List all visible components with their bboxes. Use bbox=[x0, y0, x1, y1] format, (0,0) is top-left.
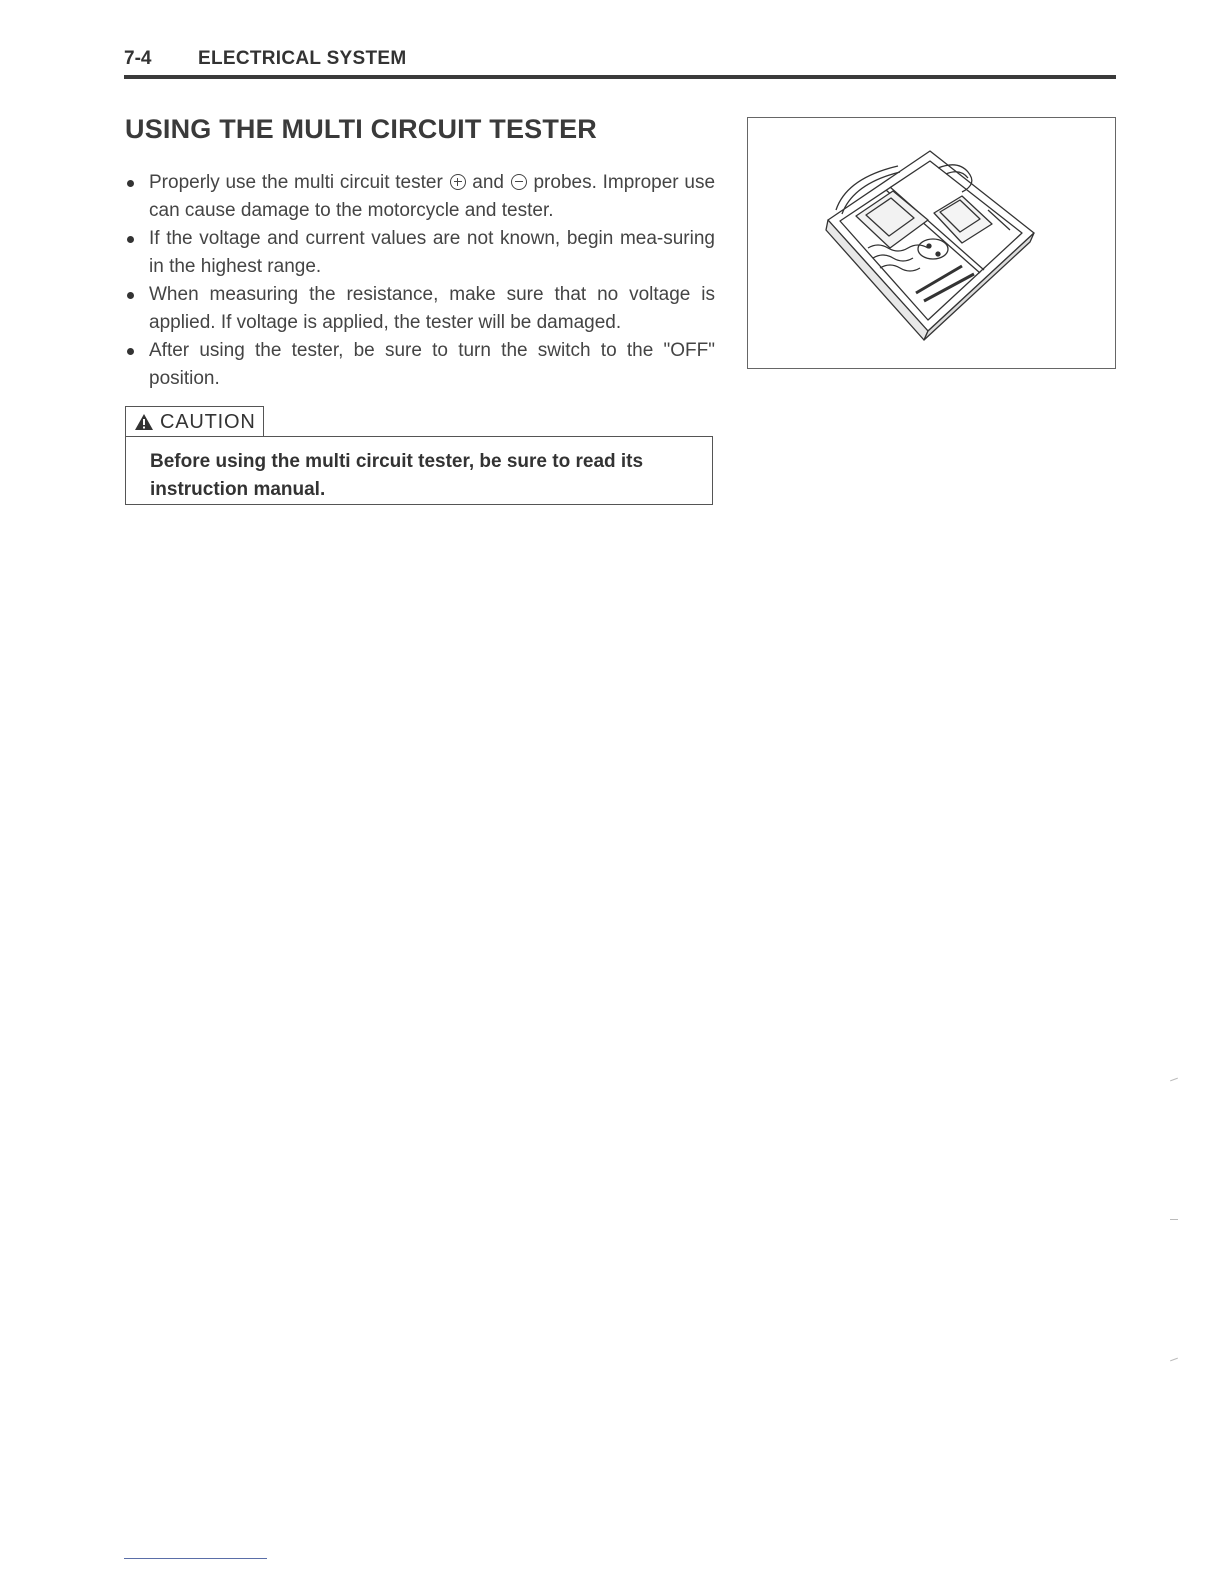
page-header bbox=[124, 48, 1116, 74]
instruction-list bbox=[125, 169, 715, 393]
footer-rule bbox=[124, 1558, 267, 1559]
minus-circle-icon bbox=[511, 174, 527, 190]
section-title: ELECTRICAL SYSTEM bbox=[198, 48, 407, 69]
bullet-icon bbox=[127, 180, 134, 187]
header-rule bbox=[124, 75, 1116, 79]
page-title: USING THE MULTI CIRCUIT TESTER bbox=[125, 114, 597, 144]
caution-box bbox=[125, 436, 713, 505]
scan-mark bbox=[1170, 1358, 1178, 1362]
caution-label: CAUTION bbox=[125, 406, 264, 437]
bullet-icon bbox=[127, 292, 134, 299]
page-number: 7-4 bbox=[124, 48, 152, 69]
list-item: When measuring the resistance, make sure that no voltage is applied. If voltage is applied, the tester will be damaged. bbox=[125, 281, 715, 337]
list-item: If the voltage and current values are not known, begin mea-suring in the highest range. bbox=[125, 225, 715, 281]
warning-triangle-icon bbox=[134, 413, 154, 431]
list-item: After using the tester, be sure to turn the switch to the "OFF" position. bbox=[125, 337, 715, 393]
plus-circle-icon bbox=[450, 174, 466, 190]
bullet-icon bbox=[127, 348, 134, 355]
figure-frame bbox=[747, 117, 1116, 369]
scan-mark bbox=[1170, 1078, 1178, 1082]
bullet-icon bbox=[127, 236, 134, 243]
scan-mark bbox=[1170, 1219, 1178, 1220]
list-item: Properly use the multi circuit tester and probes. Improper use can cause damage to the motorcycle and tester. bbox=[125, 169, 715, 225]
multi-circuit-tester-case-illustration bbox=[748, 118, 1115, 368]
caution-text: Before using the multi circuit tester, be sure to read its instruction manual. bbox=[150, 451, 644, 500]
